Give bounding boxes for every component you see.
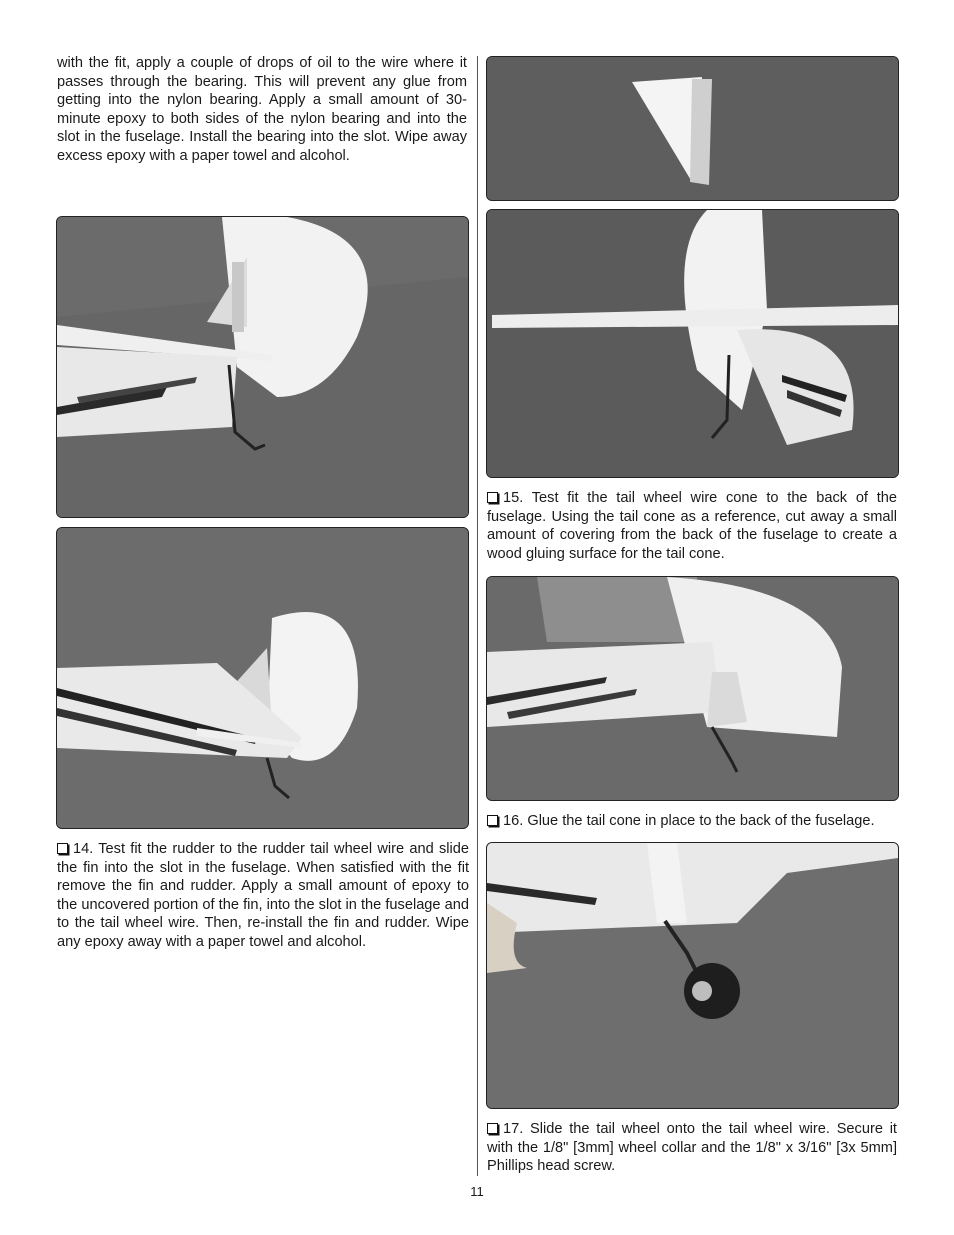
photo-tail-cone-glued [486,576,899,801]
checkbox-icon[interactable] [487,492,498,503]
photo-fin-rudder-test-fit [56,216,469,518]
step-17-text: 17. Slide the tail wheel onto the tail wheel wire. Secure it with the 1/8" [3mm] wheel collar and the 1/8" x 3/16" [3x 5mm] Phillips head screw. [487,1121,897,1175]
photo-tail-cone [486,56,899,201]
step-16-paragraph [487,812,907,831]
step-15-text: 15. Test fit the tail wheel wire cone to the back of the fuselage. Using the tail cone as a reference, cut away a small amount of covering from the back of the fuselage to create a wood gluing surface for the tail cone. [487,490,897,562]
step-17-paragraph [487,1120,897,1176]
column-divider [477,56,478,1176]
intro-text: with the fit, apply a couple of drops of oil to the wire where it passes through the bearing. This will prevent any glue from getting into the nylon bearing. Apply a small amount of 30-minute epoxy to both sides of the nylon bearing and into the slot in the fuselage. Install the bearing into the slot. Wipe away excess epoxy with a paper towel and alcohol. [57,55,467,164]
checkbox-icon[interactable] [487,815,498,826]
step-14-text: 14. Test fit the rudder to the rudder tail wheel wire and slide the fin into the slot in the fuselage. When satisfied with the fit remove the fin and rudder. Apply a small amount of epoxy to the uncovered portion of the fin, into the slot in the fuselage and to the tail wheel wire. Then, re-install the fin and rudder. Wipe any epoxy away with a paper towel and alcohol. [57,841,469,950]
photo-tail-cone-test-fit [486,209,899,478]
step-15-paragraph [487,489,897,563]
intro-paragraph [57,54,467,166]
checkbox-icon[interactable] [487,1123,498,1134]
step-16-text: 16. Glue the tail cone in place to the back of the fuselage. [503,813,875,829]
page-number: 11 [470,1184,484,1199]
step-14-paragraph [57,840,469,952]
photo-fin-installed [56,527,469,829]
photo-tail-wheel [486,842,899,1109]
checkbox-icon[interactable] [57,843,68,854]
